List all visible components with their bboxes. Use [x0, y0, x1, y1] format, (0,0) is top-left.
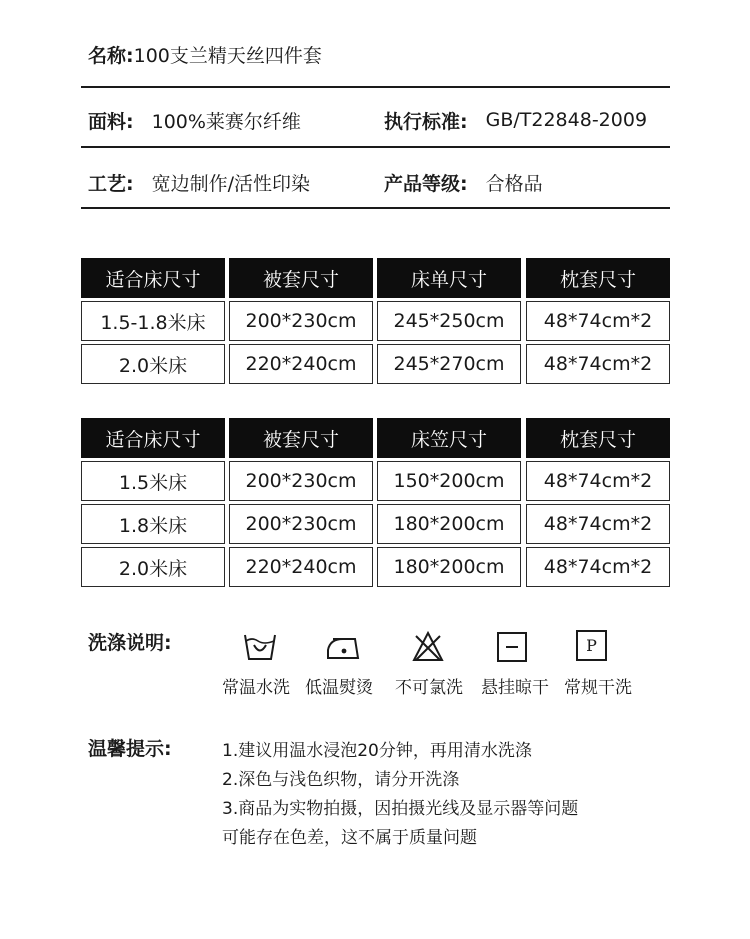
divider — [81, 207, 670, 209]
tip-line: 3.商品为实物拍摄，因拍摄光线及显示器等问题 — [222, 799, 579, 819]
fabric-row — [88, 105, 301, 135]
table-header-cell: 适合床尺寸 — [81, 258, 225, 298]
standard-label: 执行标准: — [384, 110, 468, 133]
table-cell: 48*74cm*2 — [526, 301, 670, 341]
fabric-label: 面料: — [88, 110, 134, 133]
divider — [81, 86, 670, 88]
table-cell: 200*230cm — [229, 461, 373, 501]
craft-row — [88, 167, 310, 197]
craft-value: 宽边制作/活性印染 — [151, 172, 311, 195]
table-header-cell: 床单尺寸 — [377, 258, 521, 298]
table-row — [81, 344, 671, 384]
table-cell: 245*270cm — [377, 344, 521, 384]
table-cell: 48*74cm*2 — [526, 504, 670, 544]
table-header-row — [81, 418, 671, 458]
tip-line: 可能存在色差，这不属于质量问题 — [222, 828, 477, 848]
fabric-value: 100%莱赛尔纤维 — [151, 110, 301, 133]
table-header-cell: 枕套尺寸 — [526, 258, 670, 298]
table-cell: 1.5米床 — [81, 461, 225, 501]
wash-text: 常温水洗 — [222, 678, 290, 698]
warm-water-wash-icon — [243, 630, 277, 664]
grade-value: 合格品 — [485, 172, 543, 195]
table-cell: 48*74cm*2 — [526, 461, 670, 501]
wash-text: 低温熨烫 — [305, 678, 373, 698]
standard-row — [384, 105, 647, 135]
dry-clean-letter: P — [586, 636, 597, 655]
table-header-cell: 被套尺寸 — [229, 258, 373, 298]
table-cell: 200*230cm — [229, 504, 373, 544]
table-cell: 2.0米床 — [81, 344, 225, 384]
product-name-row — [88, 41, 322, 68]
no-bleach-icon — [411, 630, 445, 664]
table-header-cell: 枕套尺寸 — [526, 418, 670, 458]
table-header-cell: 适合床尺寸 — [81, 418, 225, 458]
table-cell: 245*250cm — [377, 301, 521, 341]
line-dry-icon — [495, 630, 529, 664]
divider — [81, 146, 670, 148]
size-table-sheet — [81, 258, 671, 384]
low-temp-iron-icon — [325, 630, 363, 664]
table-header-cell: 被套尺寸 — [229, 418, 373, 458]
table-cell: 1.8米床 — [81, 504, 225, 544]
table-cell: 48*74cm*2 — [526, 344, 670, 384]
table-header-cell: 床笠尺寸 — [377, 418, 521, 458]
wash-label: 洗涤说明: — [88, 632, 172, 654]
table-row — [81, 461, 671, 501]
wash-text: 不可氯洗 — [395, 678, 463, 698]
table-cell: 200*230cm — [229, 301, 373, 341]
tip-line: 1.建议用温水浸泡20分钟，再用清水洗涤 — [222, 741, 532, 761]
table-row — [81, 301, 671, 341]
standard-value: GB/T22848-2009 — [485, 109, 648, 131]
product-name-value: 100支兰精天丝四件套 — [133, 45, 322, 67]
table-cell: 180*200cm — [377, 547, 521, 587]
product-name-label: 名称: — [88, 45, 134, 67]
table-row — [81, 504, 671, 544]
wash-text: 常规干洗 — [564, 678, 632, 698]
table-cell: 2.0米床 — [81, 547, 225, 587]
table-cell: 220*240cm — [229, 344, 373, 384]
tips-label: 温馨提示: — [88, 738, 172, 760]
table-row — [81, 547, 671, 587]
tip-line: 2.深色与浅色织物，请分开洗涤 — [222, 770, 460, 790]
craft-label: 工艺: — [88, 172, 134, 195]
table-cell: 150*200cm — [377, 461, 521, 501]
grade-label: 产品等级: — [384, 172, 468, 195]
table-cell: 220*240cm — [229, 547, 373, 587]
wash-text: 悬挂晾干 — [481, 678, 549, 698]
size-table-fitted-sheet — [81, 418, 671, 587]
table-cell: 48*74cm*2 — [526, 547, 670, 587]
dry-clean-icon — [576, 630, 607, 661]
table-cell: 180*200cm — [377, 504, 521, 544]
table-header-row — [81, 258, 671, 298]
table-cell: 1.5-1.8米床 — [81, 301, 225, 341]
grade-row — [384, 167, 543, 197]
